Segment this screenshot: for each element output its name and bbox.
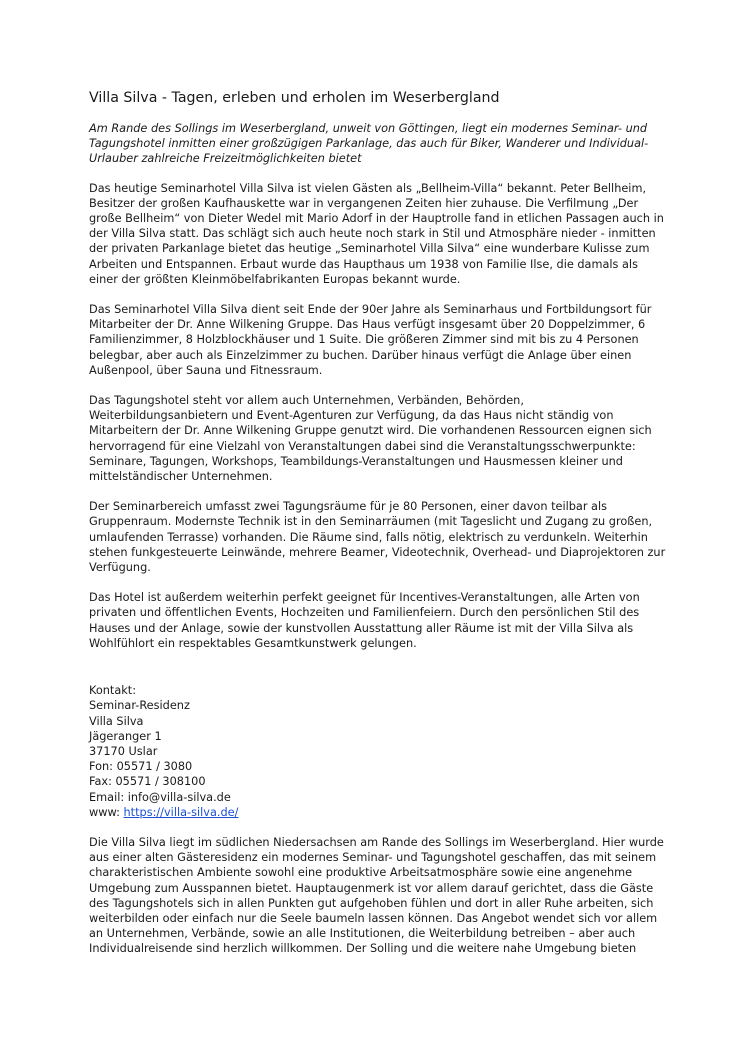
contact-line-company: Seminar-Residenz	[89, 699, 190, 713]
paragraph-location: Die Villa Silva liegt im südlichen Niedersachsen am Rande des Sollings im Weserbergland. Hier wurde aus einer alten Gästeresidenz ein modernes Seminar- und Tagungshotel geschaffen, das mit seinem charakteristischen Ambiente sowohl eine produktive Arbeitsatmosphäre sowie eine angenehme Umgebung zum Ausspannen bietet. Hauptaugenmerk ist vor allem darauf gerichtet, dass die Gäste des Tagungshotels sich in allen Punkten gut aufgehoben fühlen und dort in aller Ruhe arbeiten, sich weiterbilden oder einfach nur die Seele baumeln lassen können. Das Angebot wendet sich vor allem an Unternehmen, Verbände, sowie an alle Institutionen, die Weiterbildung betreiben – aber auch Individualreisende sind herzlich willkommen. Der Solling und die weitere nahe Umgebung bieten	[89, 835, 664, 956]
contact-line-phone: Fon: 05571 / 3080	[89, 760, 193, 774]
contact-line-street: Jägeranger 1	[89, 729, 162, 743]
paragraph-history: Das heutige Seminarhotel Villa Silva ist vielen Gästen als „Bellheim-Villa“ bekannt. Peter Bellheim, Besitzer der großen Kaufhauskette war in vergangenen Zeiten hier zuhause. Die Verfilmung „Der große Bellheim“ von Dieter Wedel mit Mario Adorf in der Hauptrolle fand in etlichen Passagen auch in der Villa Silva statt. Das schlägt sich auch heute noch stark in Stil und Atmosphäre nieder - inmitten der privaten Parkanlage bietet das heutige „Seminarhotel Villa Silva“ eine wunderbare Kulisse zum Arbeiten und Entspannen. Erbaut wurde das Haupthaus um 1938 von Familie Ilse, die damals als einer der größten Kleinmöbelfabrikanten Europas bekannt wurde.	[89, 181, 664, 286]
contact-line-name: Villa Silva	[89, 714, 144, 728]
contact-line-city: 37170 Uslar	[89, 744, 158, 758]
paragraph-seminar-area: Der Seminarbereich umfasst zwei Tagungsräume für je 80 Personen, einer davon teilbar als Gruppenraum. Modernste Technik ist in den Seminarräumen (mit Tageslicht und Zugang zu großen, umlaufenden Terrasse) vorhanden. Die Räume sind, falls nötig, elektrisch zu verdunkeln. Weiterhin stehen funkgesteuerte Leinwände, mehrere Beamer, Videotechnik, Overhead- und Diaprojektoren zur Verfügung.	[89, 500, 666, 575]
contact-line-www	[89, 805, 666, 820]
contact-line-fax: Fax: 05571 / 308100	[89, 775, 206, 789]
page-title: Villa Silva - Tagen, erleben und erholen im Weserbergland	[89, 90, 500, 106]
paragraph-rooms: Das Seminarhotel Villa Silva dient seit Ende der 90er Jahre als Seminarhaus und Fortbildungsort für Mitarbeiter der Dr. Anne Wilkening Gruppe. Das Haus verfügt insgesamt über 20 Doppelzimmer, 6 Familienzimmer, 8 Holzblockhäuser und 1 Suite. Die größeren Zimmer sind mit bis zu 4 Personen belegbar, aber auch als Einzelzimmer zu buchen. Darüber hinaus verfügt die Anlage über einen Außenpool, über Sauna und Fitnessraum.	[89, 303, 652, 377]
paragraph-incentives: Das Hotel ist außerdem weiterhin perfekt geeignet für Incentives-Veranstaltungen, alle Arten von privaten und öffentlichen Events, Hochzeiten und Familienfeiern. Durch den persönlichen Stil des Hauses und der Anlage, sowie der kunstvollen Ausstattung aller Räume ist mit der Villa Silva als Wohlfühlort ein respektables Gesamtkunstwerk gelungen.	[89, 591, 640, 650]
contact-block	[89, 683, 666, 820]
contact-heading: Kontakt:	[89, 684, 137, 698]
www-label: www:	[89, 805, 124, 819]
website-link[interactable]: https://villa-silva.de/	[123, 805, 239, 819]
contact-line-email: Email: info@villa-silva.de	[89, 790, 231, 804]
lead-paragraph: Am Rande des Sollings im Weserbergland, unweit von Göttingen, liegt ein modernes Seminar- und Tagungshotel inmitten einer großzügigen Parkanlage, das auch für Biker, Wanderer und Individual-Urlauber zahlreiche Freizeitmöglichkeiten bietet	[89, 122, 649, 166]
paragraph-events: Das Tagungshotel steht vor allem auch Unternehmen, Verbänden, Behörden, Weiterbildungsanbietern und Event-Agenturen zur Verfügung, da das Haus nicht ständig von Mitarbeitern der Dr. Anne Wilkening Gruppe genutzt wird. Die vorhandenen Ressourcen eignen sich hervorragend für eine Vielzahl von Veranstaltungen dabei sind die Veranstaltungsschwerpunkte: Seminare, Tagungen, Workshops, Teambildungs-Veranstaltungen und Hausmessen kleiner und mittelständischer Unternehmen.	[89, 394, 652, 484]
